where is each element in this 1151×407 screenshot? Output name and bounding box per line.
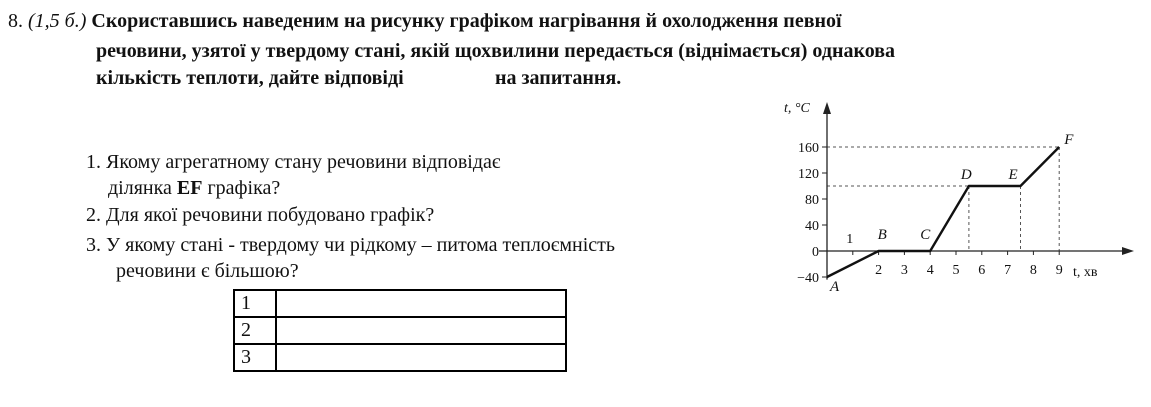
question-2-text: 2. Для якої речовини побудовано графік?	[86, 204, 435, 226]
x-tick-label: 9	[1055, 263, 1063, 278]
x-tick-label: 3	[900, 263, 908, 278]
point-label-f: F	[1064, 132, 1074, 148]
chart-ticks	[797, 141, 1063, 286]
answer-row-number: 2	[234, 317, 276, 344]
task-line-3b: на запитання.	[495, 67, 622, 89]
task-line-2: речовини, узятої у твердому стані, якій щохвилини передається (віднімається) однакова	[96, 40, 896, 62]
question-1-cont-pre: ділянка	[108, 177, 177, 199]
point-label-e: E	[1008, 167, 1018, 183]
answer-cell-1[interactable]	[276, 290, 566, 317]
temperature-line	[827, 147, 1059, 277]
chart-axes	[819, 102, 1134, 280]
chart-guides	[827, 147, 1059, 251]
x-tick-label: 1	[846, 232, 854, 247]
chart-line	[827, 147, 1059, 277]
question-1	[86, 149, 501, 201]
answer-table	[233, 289, 567, 372]
heating-chart	[770, 92, 1150, 307]
x-axis-arrow	[1122, 247, 1134, 255]
point-label-a: A	[830, 279, 840, 295]
x-tick-label: 7	[1004, 263, 1012, 278]
y-tick-label: 0	[812, 245, 819, 260]
y-axis-arrow	[823, 102, 831, 114]
question-1-ef: EF	[176, 177, 203, 199]
y-tick-label: 120	[798, 167, 819, 182]
question-1-cont-post: графіка?	[202, 177, 281, 199]
task-line-1: Скориставшись наведеним на рисунку графіком нагрівання й охолодження певної	[91, 10, 842, 32]
task-points: (1,5 б.)	[28, 10, 87, 32]
answer-row	[234, 317, 566, 344]
question-3	[86, 232, 615, 284]
point-label-d: D	[960, 167, 972, 183]
x-tick-label: 6	[978, 263, 986, 278]
x-tick-label: 5	[952, 263, 960, 278]
task-number: 8.	[8, 10, 23, 32]
x-tick-label: 4	[926, 263, 934, 278]
answer-row-number: 1	[234, 290, 276, 317]
question-1-cont	[86, 175, 501, 201]
point-label-b: B	[877, 227, 887, 243]
answer-cell-3[interactable]	[276, 344, 566, 371]
answer-cell-2[interactable]	[276, 317, 566, 344]
y-tick-label: 80	[805, 193, 819, 208]
answer-row-number: 3	[234, 344, 276, 371]
question-3-cont: речовини є більшою?	[116, 260, 299, 282]
y-axis-label: t, °C	[784, 101, 810, 116]
question-1-text: 1. Якому агрегатному стану речовини відповідає	[86, 151, 501, 173]
question-2	[86, 202, 434, 228]
x-tick-label: 8	[1029, 263, 1037, 278]
x-axis-label: t, хв	[1073, 265, 1098, 280]
y-tick-label: 160	[798, 141, 819, 156]
y-tick-label: 40	[805, 219, 819, 234]
point-label-c: C	[920, 227, 931, 243]
x-tick-label: 2	[875, 263, 883, 278]
task-header	[8, 8, 1128, 35]
y-tick-label: −40	[797, 271, 819, 286]
answer-row	[234, 344, 566, 371]
question-3-text: 3. У якому стані - твердому чи рідкому – питома теплоємність	[86, 234, 616, 256]
task-line-3: кількість теплоти, дайте відповіді	[96, 67, 404, 89]
answer-row	[234, 290, 566, 317]
